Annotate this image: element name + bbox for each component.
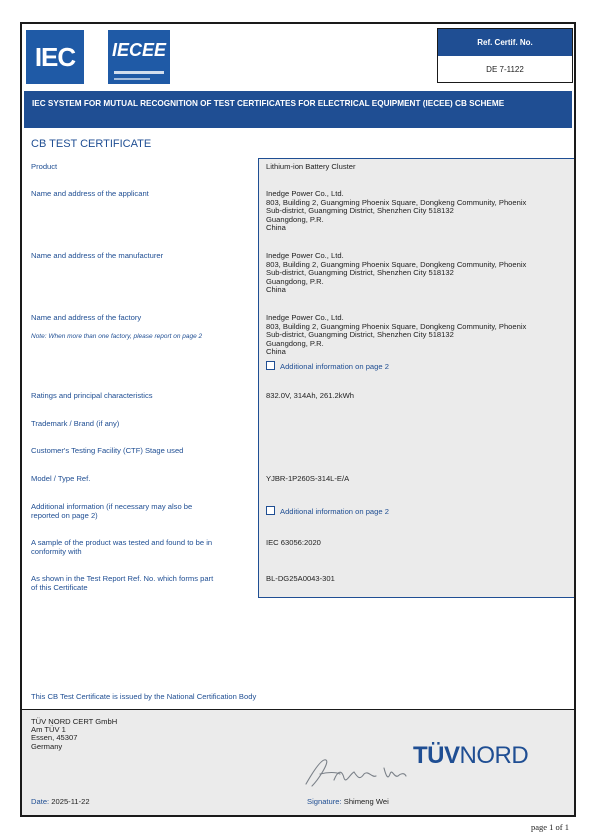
ctf-label: Customer's Testing Facility (CTF) Stage used bbox=[31, 446, 184, 455]
manufacturer-address bbox=[266, 252, 572, 295]
scheme-banner: IEC SYSTEM FOR MUTUAL RECOGNITION OF TEST CERTIFICATES FOR ELECTRICAL EQUIPMENT (IECEE) CB SCHEME bbox=[24, 91, 572, 128]
page-number: page 1 of 1 bbox=[530, 822, 569, 832]
signature-row bbox=[307, 797, 389, 806]
certificate-title: CB TEST CERTIFICATE bbox=[31, 138, 152, 150]
address-line: 803, Building 2, Guangming Phoenix Square, Dongkeng Community, Phoenix bbox=[266, 197, 527, 207]
label-line: reported on page 2) bbox=[31, 510, 98, 520]
iecee-logo bbox=[108, 30, 170, 84]
sample-label bbox=[31, 539, 246, 556]
ref-certif-box bbox=[437, 28, 573, 83]
address-line: Inedge Power Co., Ltd. bbox=[266, 189, 344, 198]
address-line: Guangdong, P.R. bbox=[266, 214, 324, 224]
logo-text: NORD bbox=[459, 742, 529, 769]
report-number-value: BL-DG25A0043-301 bbox=[266, 574, 335, 583]
additional-info-label bbox=[31, 503, 246, 520]
header bbox=[22, 24, 574, 86]
address-line: 803, Building 2, Guangming Phoenix Square, Dongkeng Community, Phoenix bbox=[266, 259, 527, 269]
checkbox-label: Additional information on page 2 bbox=[280, 507, 389, 516]
product-value: Lithium-ion Battery Cluster bbox=[266, 162, 356, 171]
applicant-address bbox=[266, 190, 572, 233]
address-line: Essen, 45307 bbox=[31, 733, 78, 743]
label-line: Additional information (if necessary may also be bbox=[31, 502, 193, 511]
model-label: Model / Type Ref. bbox=[31, 474, 91, 483]
address-line: Am TÜV 1 bbox=[31, 725, 66, 735]
ratings-value: 832.0V, 314Ah, 261.2kWh bbox=[266, 391, 354, 400]
handwritten-signature bbox=[300, 750, 412, 792]
address-line: Guangdong, P.R. bbox=[266, 276, 324, 286]
iecee-logo-text: IECEE bbox=[111, 40, 167, 60]
signature-name: Shimeng Wei bbox=[343, 797, 389, 806]
standard-value: IEC 63056:2020 bbox=[266, 538, 321, 547]
factory-additional-info bbox=[266, 361, 389, 371]
ref-certif-number: DE 7-1122 bbox=[486, 65, 524, 74]
ratings-label: Ratings and principal characteristics bbox=[31, 391, 153, 400]
ncb-address bbox=[31, 718, 117, 751]
factory-label: Name and address of the factory bbox=[31, 313, 142, 322]
factory-note: Note: When more than one factory, please report on page 2 bbox=[31, 333, 203, 340]
date-row bbox=[31, 797, 90, 806]
logo-text: TÜV bbox=[413, 742, 460, 769]
address-line: China bbox=[266, 285, 286, 295]
checkbox[interactable] bbox=[266, 506, 275, 515]
report-label bbox=[31, 575, 246, 592]
label-line: A sample of the product was tested and found to be in bbox=[31, 538, 213, 547]
applicant-label: Name and address of the applicant bbox=[31, 189, 149, 198]
checkbox[interactable] bbox=[266, 361, 275, 370]
signature-label: Signature: bbox=[307, 797, 342, 806]
ref-certif-title: Ref. Certif. No. bbox=[438, 29, 572, 56]
issued-by-text: This CB Test Certificate is issued by the National Certification Body bbox=[31, 692, 257, 701]
address-line: TÜV NORD CERT GmbH bbox=[31, 717, 118, 726]
address-line: Guangdong, P.R. bbox=[266, 338, 324, 348]
manufacturer-label: Name and address of the manufacturer bbox=[31, 251, 164, 260]
address-line: Inedge Power Co., Ltd. bbox=[266, 251, 344, 260]
model-value: YJBR-1P260S-314L-E/A bbox=[266, 474, 350, 483]
logo-stripe bbox=[114, 78, 150, 80]
checkbox-label: Additional information on page 2 bbox=[280, 362, 389, 371]
label-line: conformity with bbox=[31, 546, 82, 556]
address-line: China bbox=[266, 347, 286, 357]
factory-address bbox=[266, 314, 572, 357]
trademark-label: Trademark / Brand (if any) bbox=[31, 419, 120, 428]
iec-logo: IEC bbox=[26, 30, 84, 84]
address-line: 803, Building 2, Guangming Phoenix Square, Dongkeng Community, Phoenix bbox=[266, 321, 527, 331]
product-label: Product bbox=[31, 162, 58, 171]
address-line: Sub-district, Guangming District, Shenzhen City 518132 bbox=[266, 330, 454, 340]
date-value: 2025-11-22 bbox=[51, 797, 90, 806]
tuv-nord-logo bbox=[413, 742, 528, 770]
date-label: Date: bbox=[31, 797, 50, 806]
label-line: of this Certificate bbox=[31, 582, 88, 592]
address-line: Inedge Power Co., Ltd. bbox=[266, 313, 344, 322]
address-line: China bbox=[266, 223, 286, 233]
address-line: Sub-district, Guangming District, Shenzhen City 518132 bbox=[266, 268, 454, 278]
address-line: Germany bbox=[31, 741, 63, 751]
logo-stripe bbox=[114, 71, 164, 74]
label-line: As shown in the Test Report Ref. No. which forms part bbox=[31, 574, 214, 583]
address-line: Sub-district, Guangming District, Shenzhen City 518132 bbox=[266, 206, 454, 216]
additional-info-checkbox-row bbox=[266, 506, 389, 516]
